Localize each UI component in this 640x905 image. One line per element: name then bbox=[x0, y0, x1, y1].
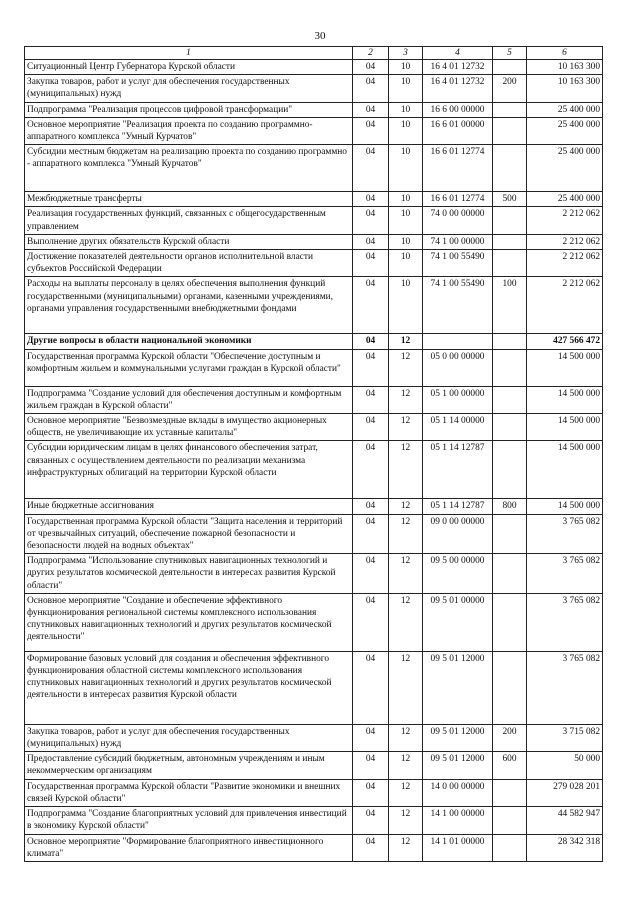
expense-type-cell bbox=[493, 145, 527, 192]
row-name-cell: Реализация государственных функций, связанных с общегосударственным управлением bbox=[25, 207, 353, 234]
amount-cell: 10 163 300 bbox=[527, 75, 603, 102]
table-row bbox=[25, 651, 603, 724]
expense-type-cell: 600 bbox=[493, 752, 527, 779]
table-row bbox=[25, 499, 603, 514]
expense-type-cell bbox=[493, 234, 527, 249]
table-row bbox=[25, 724, 603, 751]
table-row bbox=[25, 250, 603, 277]
table-row bbox=[25, 834, 603, 861]
row-name-cell: Государственная программа Курской области "Развитие экономики и внешних связей Курской области" bbox=[25, 779, 353, 806]
table-row bbox=[25, 334, 603, 349]
amount-cell: 3 765 082 bbox=[527, 651, 603, 724]
subsection-code-cell: 12 bbox=[389, 334, 423, 349]
subsection-code-cell: 10 bbox=[389, 145, 423, 192]
row-name-cell: Подпрограмма "Использование спутниковых навигационных технологий и других результатов космической деятельности в интересах развития Курской области" bbox=[25, 554, 353, 594]
row-name-cell: Субсидии местным бюджетам на реализацию проекта по созданию программно - аппаратного комплекса "Умный Курчатов" bbox=[25, 145, 353, 192]
subsection-code-cell: 10 bbox=[389, 102, 423, 117]
row-name-cell: Основное мероприятие "Безвозмездные вклады в имущество акционерных обществ, не увеличивающие их уставные капиталы" bbox=[25, 414, 353, 441]
expense-type-cell bbox=[493, 651, 527, 724]
section-code-cell: 04 bbox=[353, 75, 389, 102]
amount-cell: 50 000 bbox=[527, 752, 603, 779]
expense-type-cell bbox=[493, 514, 527, 554]
target-article-cell: 05 1 14 12787 bbox=[423, 441, 493, 499]
amount-cell: 427 566 472 bbox=[527, 334, 603, 349]
target-article-cell: 74 0 00 00000 bbox=[423, 207, 493, 234]
row-name-cell: Ситуационный Центр Губернатора Курской области bbox=[25, 60, 353, 75]
target-article-cell: 16 6 01 12774 bbox=[423, 192, 493, 207]
row-name-cell: Закупка товаров, работ и услуг для обеспечения государственных (муниципальных) нужд bbox=[25, 724, 353, 751]
section-code-cell: 04 bbox=[353, 807, 389, 834]
target-article-cell: 09 5 01 12000 bbox=[423, 651, 493, 724]
subsection-code-cell: 12 bbox=[389, 593, 423, 651]
table-row bbox=[25, 349, 603, 386]
target-article-cell: 74 1 00 55490 bbox=[423, 277, 493, 334]
target-article-cell: 09 0 00 00000 bbox=[423, 514, 493, 554]
table-row bbox=[25, 807, 603, 834]
subsection-code-cell: 12 bbox=[389, 554, 423, 594]
table-row bbox=[25, 554, 603, 594]
table-row bbox=[25, 60, 603, 75]
expense-type-cell bbox=[493, 102, 527, 117]
subsection-code-cell: 12 bbox=[389, 807, 423, 834]
amount-cell: 14 500 000 bbox=[527, 499, 603, 514]
expense-type-cell bbox=[493, 117, 527, 144]
target-article-cell: 05 0 00 00000 bbox=[423, 349, 493, 386]
header-cell: 2 bbox=[353, 47, 389, 60]
target-article-cell: 05 1 14 12787 bbox=[423, 499, 493, 514]
header-cell: 1 bbox=[25, 47, 353, 60]
subsection-code-cell: 12 bbox=[389, 724, 423, 751]
budget-table bbox=[24, 46, 603, 862]
table-row bbox=[25, 386, 603, 413]
row-name-cell: Государственная программа Курской области "Защита населения и территорий от чрезвычайных ситуаций, обеспечение пожарной безопасности и безопасности людей на водных объектах" bbox=[25, 514, 353, 554]
subsection-code-cell: 10 bbox=[389, 117, 423, 144]
target-article-cell: 05 1 00 00000 bbox=[423, 386, 493, 413]
expense-type-cell bbox=[493, 554, 527, 594]
section-code-cell: 04 bbox=[353, 192, 389, 207]
expense-type-cell bbox=[493, 386, 527, 413]
section-code-cell: 04 bbox=[353, 277, 389, 334]
amount-cell: 14 500 000 bbox=[527, 386, 603, 413]
target-article-cell: 14 1 01 00000 bbox=[423, 834, 493, 861]
target-article-cell: 09 5 01 12000 bbox=[423, 752, 493, 779]
section-code-cell: 04 bbox=[353, 651, 389, 724]
subsection-code-cell: 10 bbox=[389, 75, 423, 102]
row-name-cell: Основное мероприятие "Создание и обеспечение эффективного функционирования региональной системы комплексного использования спутниковых навигационных технологий и других результатов космической деятельности" bbox=[25, 593, 353, 651]
section-code-cell: 04 bbox=[353, 349, 389, 386]
target-article-cell: 09 5 01 00000 bbox=[423, 593, 493, 651]
section-code-cell: 04 bbox=[353, 117, 389, 144]
amount-cell: 3 765 082 bbox=[527, 514, 603, 554]
amount-cell: 3 765 082 bbox=[527, 554, 603, 594]
section-code-cell: 04 bbox=[353, 386, 389, 413]
section-code-cell: 04 bbox=[353, 593, 389, 651]
header-cell: 4 bbox=[423, 47, 493, 60]
amount-cell: 25 400 000 bbox=[527, 192, 603, 207]
target-article-cell: 16 4 01 12732 bbox=[423, 75, 493, 102]
table-row bbox=[25, 414, 603, 441]
subsection-code-cell: 12 bbox=[389, 414, 423, 441]
row-name-cell: Государственная программа Курской области "Обеспечение доступным и комфортным жильем и коммунальными услугами граждан в Курской области" bbox=[25, 349, 353, 386]
amount-cell: 14 500 000 bbox=[527, 441, 603, 499]
header-cell: 5 bbox=[493, 47, 527, 60]
table-row bbox=[25, 75, 603, 102]
row-name-cell: Основное мероприятие "Формирование благоприятного инвестиционного климата" bbox=[25, 834, 353, 861]
expense-type-cell bbox=[493, 779, 527, 806]
section-code-cell: 04 bbox=[353, 145, 389, 192]
row-name-cell: Предоставление субсидий бюджетным, автономным учреждениям и иным некоммерческим организациям bbox=[25, 752, 353, 779]
table-row bbox=[25, 192, 603, 207]
table-row bbox=[25, 277, 603, 334]
expense-type-cell: 500 bbox=[493, 192, 527, 207]
table-row bbox=[25, 102, 603, 117]
amount-cell: 2 212 062 bbox=[527, 250, 603, 277]
amount-cell: 3 765 082 bbox=[527, 593, 603, 651]
subsection-code-cell: 10 bbox=[389, 60, 423, 75]
section-code-cell: 04 bbox=[353, 499, 389, 514]
expense-type-cell: 100 bbox=[493, 277, 527, 334]
subsection-code-cell: 12 bbox=[389, 834, 423, 861]
subsection-code-cell: 10 bbox=[389, 250, 423, 277]
amount-cell: 10 163 300 bbox=[527, 60, 603, 75]
row-name-cell: Субсидии юридическим лицам в целях финансового обеспечения затрат, связанных с осуществлением деятельности по реализации механизма инфраструктурных облигаций на территории Курской области bbox=[25, 441, 353, 499]
row-name-cell: Выполнение других обязательств Курской области bbox=[25, 234, 353, 249]
expense-type-cell bbox=[493, 807, 527, 834]
target-article-cell: 09 5 00 00000 bbox=[423, 554, 493, 594]
section-code-cell: 04 bbox=[353, 554, 389, 594]
expense-type-cell bbox=[493, 349, 527, 386]
row-name-cell: Основное мероприятие "Реализация проекта по созданию программно-аппаратного комплекса "Умный Курчатов" bbox=[25, 117, 353, 144]
expense-type-cell: 200 bbox=[493, 724, 527, 751]
section-code-cell: 04 bbox=[353, 834, 389, 861]
amount-cell: 25 400 000 bbox=[527, 102, 603, 117]
row-name-cell: Другие вопросы в области национальной экономики bbox=[25, 334, 353, 349]
amount-cell: 2 212 062 bbox=[527, 234, 603, 249]
row-name-cell: Достижение показателей деятельности органов исполнительной власти субъектов Российской Федерации bbox=[25, 250, 353, 277]
section-code-cell: 04 bbox=[353, 441, 389, 499]
section-code-cell: 04 bbox=[353, 334, 389, 349]
section-code-cell: 04 bbox=[353, 207, 389, 234]
expense-type-cell bbox=[493, 60, 527, 75]
page-number: 30 bbox=[314, 30, 326, 42]
expense-type-cell bbox=[493, 414, 527, 441]
amount-cell: 44 582 947 bbox=[527, 807, 603, 834]
row-name-cell: Подпрограмма "Создание условий для обеспечения доступным и комфортным жильем граждан в Курской области" bbox=[25, 386, 353, 413]
section-code-cell: 04 bbox=[353, 779, 389, 806]
amount-cell: 25 400 000 bbox=[527, 117, 603, 144]
subsection-code-cell: 10 bbox=[389, 234, 423, 249]
subsection-code-cell: 12 bbox=[389, 514, 423, 554]
table-row bbox=[25, 752, 603, 779]
row-name-cell: Подпрограмма "Реализация процессов цифровой трансформации" bbox=[25, 102, 353, 117]
subsection-code-cell: 12 bbox=[389, 441, 423, 499]
row-name-cell: Расходы на выплаты персоналу в целях обеспечения выполнения функций государственными (муниципальными) органами, казенными учреждениями, органами управления государственными внебюджетными фондами bbox=[25, 277, 353, 334]
target-article-cell: 14 0 00 00000 bbox=[423, 779, 493, 806]
row-name-cell: Закупка товаров, работ и услуг для обеспечения государственных (муниципальных) нужд bbox=[25, 75, 353, 102]
subsection-code-cell: 12 bbox=[389, 349, 423, 386]
amount-cell: 14 500 000 bbox=[527, 349, 603, 386]
section-code-cell: 04 bbox=[353, 724, 389, 751]
table-row bbox=[25, 514, 603, 554]
subsection-code-cell: 10 bbox=[389, 207, 423, 234]
table-row bbox=[25, 145, 603, 192]
amount-cell: 2 212 062 bbox=[527, 207, 603, 234]
section-code-cell: 04 bbox=[353, 250, 389, 277]
amount-cell: 2 212 062 bbox=[527, 277, 603, 334]
target-article-cell: 74 1 00 00000 bbox=[423, 234, 493, 249]
row-name-cell: Подпрограмма "Создание благоприятных условий для привлечения инвестиций в экономику Курской области" bbox=[25, 807, 353, 834]
section-code-cell: 04 bbox=[353, 234, 389, 249]
expense-type-cell: 200 bbox=[493, 75, 527, 102]
table-row bbox=[25, 593, 603, 651]
row-name-cell: Межбюджетные трансферты bbox=[25, 192, 353, 207]
section-code-cell: 04 bbox=[353, 102, 389, 117]
expense-type-cell bbox=[493, 834, 527, 861]
header-cell: 3 bbox=[389, 47, 423, 60]
table-row bbox=[25, 207, 603, 234]
header-cell: 6 bbox=[527, 47, 603, 60]
row-name-cell: Формирование базовых условий для создания и обеспечения эффективного функционирования областной системы комплексного использования спутниковых навигационных технологий и других результатов космической деятельности в интересах развития Курской области bbox=[25, 651, 353, 724]
table-row bbox=[25, 117, 603, 144]
target-article-cell: 16 6 01 12774 bbox=[423, 145, 493, 192]
amount-cell: 28 342 318 bbox=[527, 834, 603, 861]
amount-cell: 279 028 201 bbox=[527, 779, 603, 806]
subsection-code-cell: 12 bbox=[389, 651, 423, 724]
expense-type-cell: 800 bbox=[493, 499, 527, 514]
subsection-code-cell: 10 bbox=[389, 277, 423, 334]
amount-cell: 25 400 000 bbox=[527, 145, 603, 192]
section-code-cell: 04 bbox=[353, 752, 389, 779]
target-article-cell bbox=[423, 334, 493, 349]
subsection-code-cell: 10 bbox=[389, 192, 423, 207]
expense-type-cell bbox=[493, 441, 527, 499]
expense-type-cell bbox=[493, 250, 527, 277]
target-article-cell: 14 1 00 00000 bbox=[423, 807, 493, 834]
target-article-cell: 09 5 01 12000 bbox=[423, 724, 493, 751]
target-article-cell: 05 1 14 00000 bbox=[423, 414, 493, 441]
expense-type-cell bbox=[493, 593, 527, 651]
amount-cell: 14 500 000 bbox=[527, 414, 603, 441]
header-row bbox=[25, 47, 603, 60]
subsection-code-cell: 12 bbox=[389, 779, 423, 806]
subsection-code-cell: 12 bbox=[389, 386, 423, 413]
expense-type-cell bbox=[493, 207, 527, 234]
table-row bbox=[25, 234, 603, 249]
section-code-cell: 04 bbox=[353, 514, 389, 554]
expense-type-cell bbox=[493, 334, 527, 349]
target-article-cell: 16 4 01 12732 bbox=[423, 60, 493, 75]
target-article-cell: 16 6 00 00000 bbox=[423, 102, 493, 117]
table-row bbox=[25, 441, 603, 499]
target-article-cell: 16 6 01 00000 bbox=[423, 117, 493, 144]
amount-cell: 3 715 082 bbox=[527, 724, 603, 751]
section-code-cell: 04 bbox=[353, 414, 389, 441]
row-name-cell: Иные бюджетные ассигнования bbox=[25, 499, 353, 514]
target-article-cell: 74 1 00 55490 bbox=[423, 250, 493, 277]
subsection-code-cell: 12 bbox=[389, 499, 423, 514]
table-row bbox=[25, 779, 603, 806]
subsection-code-cell: 12 bbox=[389, 752, 423, 779]
section-code-cell: 04 bbox=[353, 60, 389, 75]
